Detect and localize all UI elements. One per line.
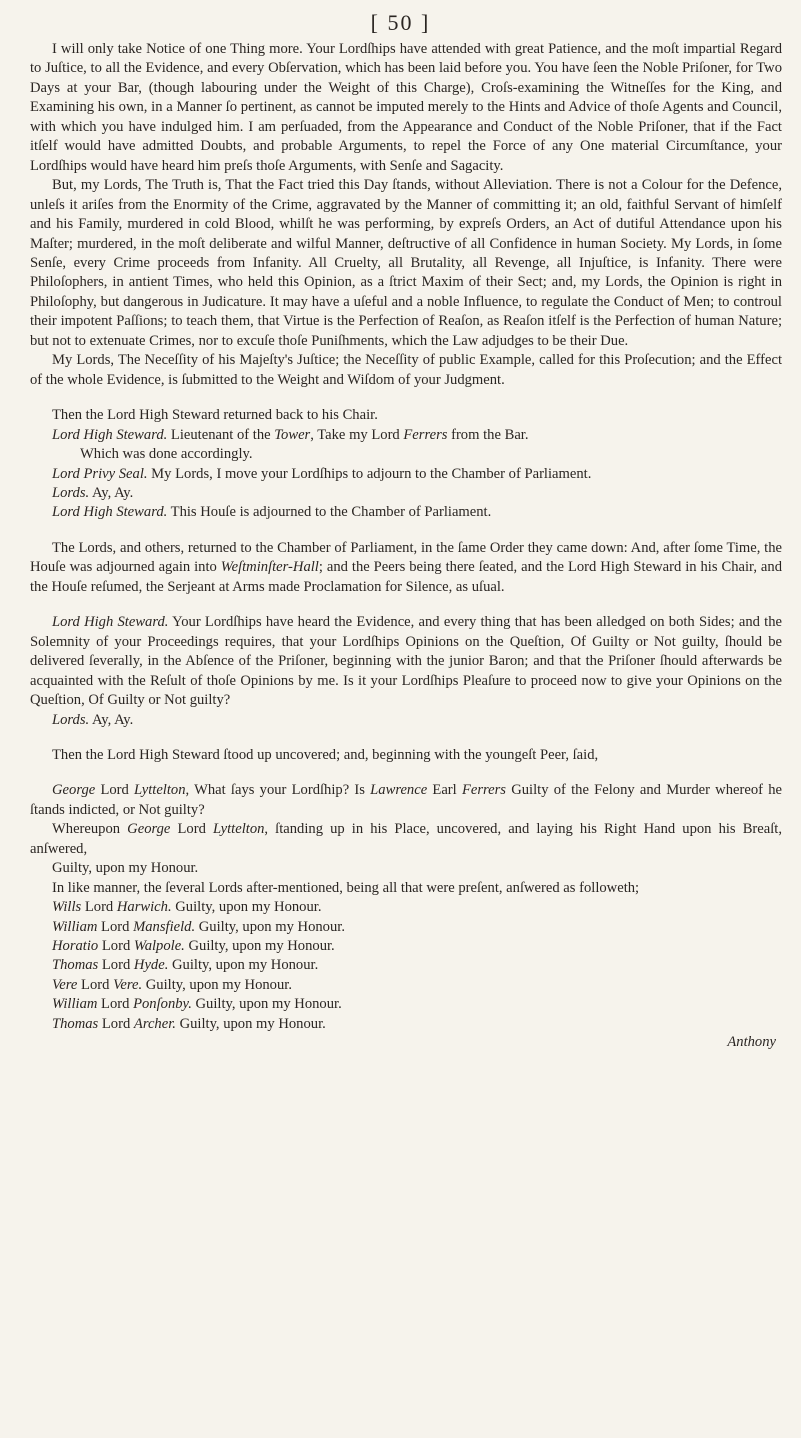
text-run: Guilty of the Felony and Murder whereof he ſtands indicted, or Not guilty? [30, 782, 782, 818]
text-run: Guilty, upon my Honour. [184, 938, 335, 955]
text-run: Ay, Ay. [89, 484, 134, 501]
text-run: Lord [97, 996, 134, 1013]
text-run: , What ſays your Lordſhip? Is [185, 782, 371, 799]
text-run: My Lords, The Neceſſity of his Majeſty's Juſtice; the Neceſſity of public Example, called for this Proſecution; and the Effect of the whole Evidence, is ſubmitted to the Weight and Wiſdom of your Judgment. [30, 352, 782, 388]
italic-text: George [127, 821, 171, 838]
italic-text: Hyde. [133, 957, 169, 974]
paragraph-gap [30, 390, 782, 406]
italic-text: Lord High Steward. [52, 426, 168, 443]
text-run: Your Lordſhips have heard the Evidence, and every thing that has been alledged on both Sides; and the Solemnity of your Proceedings requires, that your Lordſhips Opinions on the Queſtion, Of Guilty or Not guilty, ſhould be delivered ſeverally, in the Abſence of the Priſoner, beginning with the junior Baron; and that the Priſoner ſhould afterwards be acquainted with the Reſult of thoſe Opinions by me. Is it your Lordſhips Pleaſure to proceed now to give your Opinions on the Queſtion, Of Guilty or Not guilty? [30, 614, 782, 709]
catchword: Anthony [727, 1034, 776, 1051]
page-number: [ 50 ] [370, 10, 431, 35]
paragraph-gap [30, 597, 782, 613]
paragraph [30, 781, 782, 820]
text-run: Guilty, upon my Honour. [195, 918, 345, 935]
paragraph [30, 445, 782, 464]
paragraph [30, 820, 782, 859]
italic-text: Horatio [52, 938, 99, 955]
paragraph [30, 879, 782, 898]
text-run: Guilty, upon my Honour. [168, 957, 319, 974]
italic-text: William [52, 918, 98, 935]
text-run: Guilty, upon my Honour. [191, 996, 342, 1013]
paragraph [30, 976, 782, 995]
italic-text: Lyttelton [212, 821, 265, 838]
paragraph [30, 40, 782, 176]
text-run: Earl [427, 782, 462, 799]
text-run: Lord [95, 782, 135, 799]
paragraph [30, 503, 782, 522]
italic-text: Lord High Steward. [52, 614, 169, 631]
paragraph [30, 937, 782, 956]
text-run: Lieutenant of the [167, 426, 275, 443]
text-run: Whereupon [52, 821, 128, 838]
text-run: Guilty, upon my Honour. [175, 1015, 326, 1032]
italic-text: Lords. [52, 711, 90, 728]
paragraph [30, 859, 782, 878]
text-run: I will only take Notice of one Thing more. Your Lordſhips have attended with great Patience, and the moſt impartial Regard to Juſtice, to all the Evidence, and every Obſervation, which has been laid before you. You have ſeen the Noble Priſoner, for Two Days at your Bar, (though labouring under the Weight of this Charge), Croſs-examining the Witneſſes for the King, and Examining his own, in a Manner ſo pertinent, as cannot be imputed merely to the Hints and Advice of thoſe Agents and Council, with which you have indulged him. I am perſuaded, from the Appearance and Conduct of the Noble Priſoner, that if the Fact itſelf would have admitted Doubts, and probable Arguments, to repel the Force of any One material Circumſtance, your Lordſhips would have heard him preſs thoſe Arguments, with Senſe and Sagacity. [30, 41, 782, 174]
paragraph [30, 746, 782, 765]
italic-text: Walpole. [133, 938, 185, 955]
text-run: Lord [170, 821, 213, 838]
paragraph-gap [30, 730, 782, 746]
italic-text: Lawrence [370, 782, 428, 799]
italic-text: George [52, 782, 96, 799]
paragraph-gap [30, 523, 782, 539]
body-text [30, 40, 782, 1053]
italic-text: Lord Privy Seal. [52, 465, 148, 482]
paragraph [30, 918, 782, 937]
text-run: Guilty, upon my Honour. [171, 899, 322, 916]
text-run: Guilty, upon my Honour. [52, 860, 199, 877]
paragraph [30, 484, 782, 503]
text-run: from the Bar. [447, 426, 529, 443]
italic-text: Harwich. [116, 899, 172, 916]
italic-text: Ferrers [403, 426, 448, 443]
italic-text: Lyttelton [134, 782, 186, 799]
text-run: , ſtanding up in his Place, uncovered, and laying his Right Hand upon his Breaſt, anſwered, [30, 821, 782, 857]
italic-text: Archer. [133, 1015, 176, 1032]
text-run: Lord [98, 1015, 134, 1032]
italic-text: Thomas [52, 1015, 99, 1032]
text-run: Lord [77, 976, 114, 993]
text-run: Lord [97, 918, 134, 935]
text-run: This Houſe is adjourned to the Chamber of Parliament. [167, 504, 492, 521]
paragraph [30, 956, 782, 975]
paragraph [30, 465, 782, 484]
italic-text: Vere. [113, 976, 143, 993]
text-run: Ay, Ay. [89, 711, 134, 728]
text-run: The Lords, and others, returned to the Chamber of Parliament, in the ſame Order they came down: And, after ſome Time, the Houſe was adjourned again into [30, 539, 782, 576]
italic-text: William [52, 996, 98, 1013]
text-run: In like manner, the ſeveral Lords after-mentioned, being all that were preſent, anſwered as followeth; [52, 879, 640, 896]
text-run: Then the Lord High Steward returned back to his Chair. [52, 407, 378, 424]
italic-text: Lords. [52, 484, 90, 501]
paragraph-gap [30, 765, 782, 781]
text-run: Then the Lord High Steward ſtood up uncovered; and, beginning with the youngeſt Peer, ſaid, [52, 746, 599, 763]
text-run: Lord [98, 957, 134, 974]
text-run: Which was done accordingly. [80, 446, 253, 463]
paragraph [30, 613, 782, 710]
italic-text: Ponſonby. [133, 996, 192, 1013]
paragraph [30, 995, 782, 1014]
italic-text: Mansfield. [133, 918, 196, 935]
italic-text: Tower [274, 426, 311, 443]
paragraph [30, 351, 782, 390]
paragraph [30, 176, 782, 351]
text-run: But, my Lords, The Truth is, That the Fact tried this Day ſtands, without Alleviation. There is not a Colour for the Defence, unleſs it ariſes from the Enormity of the Crime, aggravated by the Manner of committing it; an old, faithful Servant of himſelf and his Family, murdered in cold Blood, whilſt he was performing, by expreſs Orders, an Act of dutiful Attendance upon his Maſter; murdered, in the moſt deliberate and wilful Manner, deſtructive of all Confidence in human Society. My Lords, in ſome Senſe, every Crime proceeds from Infanity. All Cruelty, all Brutality, all Revenge, all Injuſtice, is Infanity. There were Philoſophers, in antient Times, who held this Opinion, as a ſtrict Maxim of their Sect; and, my Lords, the Opinion is right in Philoſophy, but dangerous in Judicature. It may have a uſeful and a noble Influence, to regulate the Conduct of Men; to controul their impotent Paſſions; to teach them, that Virtue is the Perfection of Reaſon, as Reaſon itſelf is the Perfection of human Nature; but not to extenuate Crimes, nor to excuſe thoſe Puniſhments, which the Law adjudges to be their Due. [30, 177, 782, 349]
italic-text: Thomas [52, 957, 99, 974]
paragraph [30, 539, 782, 597]
italic-text: Ferrers [461, 782, 506, 799]
paragraph [30, 711, 782, 730]
text-run: Lord [81, 899, 117, 916]
text-run: Lord [98, 938, 134, 955]
italic-text: Weſtminſter-Hall [220, 559, 319, 576]
italic-text: Lord High Steward. [52, 504, 168, 521]
italic-text: Vere [52, 976, 78, 993]
paragraph [30, 898, 782, 917]
text-run: ; and the Peers being there ſeated, and the Lord High Steward in his Chair, and the Houſe reſumed, the Serjeant at Arms made Proclamation for Silence, as uſual. [30, 559, 782, 595]
paragraph [30, 426, 782, 445]
text-run: My Lords, I move your Lordſhips to adjourn to the Chamber of Parliament. [147, 465, 592, 482]
text-run: , Take my Lord [310, 426, 404, 443]
text-run: Guilty, upon my Honour. [142, 976, 292, 993]
italic-text: Wills [52, 899, 82, 916]
paragraph [30, 406, 782, 425]
paragraph [30, 1015, 782, 1034]
